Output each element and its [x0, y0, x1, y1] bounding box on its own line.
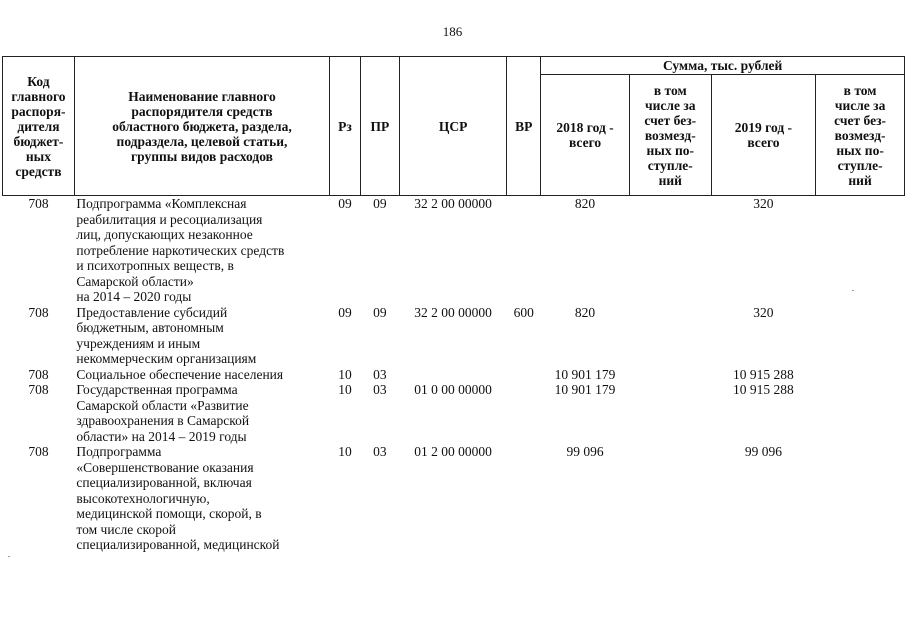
cell-pr: 09: [373, 196, 387, 211]
cell-2018-total: 10 901 179: [554, 382, 616, 397]
cell-2019-grants: [816, 305, 905, 367]
cell-rz: 09: [338, 196, 352, 211]
cell-csr: 32 2 00 00000: [414, 196, 492, 211]
scan-speck: [8, 556, 10, 557]
header-code: Код главного распоря- дителя бюджет- ных средств: [3, 57, 75, 196]
cell-name: Государственная программа Самарской области «Развитие здравоохранения в Самарской области» на 2014 – 2019 годы: [76, 382, 250, 444]
cell-2019-total: 99 096: [744, 444, 782, 459]
cell-2018-total: 10 901 179: [554, 366, 616, 382]
table-row: [3, 367, 905, 383]
cell-pr: 03: [373, 366, 387, 382]
page-number: 186: [442, 24, 463, 39]
cell-rz: 10: [338, 366, 352, 382]
cell-2018-grants: [629, 305, 711, 367]
cell-code: 708: [28, 196, 49, 211]
cell-2019-grants: [816, 196, 905, 305]
header-sum-group: Сумма, тыс. рублей: [541, 57, 905, 75]
cell-2018-grants: [629, 367, 711, 383]
cell-pr: 03: [373, 382, 387, 397]
scan-speck: [852, 290, 854, 291]
budget-table: [2, 56, 905, 553]
cell-2019-total: 320: [753, 304, 774, 320]
header-2018-total: 2018 год - всего: [541, 75, 630, 196]
cell-2019-grants: [816, 444, 905, 553]
cell-2018-grants: [629, 196, 711, 305]
header-2018-grants: в том числе за счет без- возмезд- ных по- ступле- ний: [629, 75, 711, 196]
cell-2019-total: 320: [753, 196, 774, 211]
cell-2019-grants: [816, 382, 905, 444]
cell-vr: [507, 367, 541, 383]
cell-code: 708: [28, 444, 49, 459]
table-row: [3, 305, 905, 367]
header-2019-grants: в том числе за счет без- возмезд- ных по- ступле- ний: [816, 75, 905, 196]
cell-pr: 09: [373, 304, 387, 320]
cell-csr: [399, 367, 506, 383]
cell-code: 708: [28, 366, 49, 382]
cell-2018-total: 820: [574, 196, 596, 211]
table-body: [3, 196, 905, 553]
cell-2018-total: 820: [574, 304, 596, 320]
table-row: [3, 196, 905, 305]
cell-csr: 01 2 00 00000: [414, 444, 492, 459]
cell-pr: 03: [373, 444, 387, 459]
table-row: [3, 444, 905, 553]
header-pr: ПР: [360, 57, 399, 196]
cell-2019-grants: [816, 367, 905, 383]
header-csr: ЦСР: [399, 57, 506, 196]
cell-2018-grants: [629, 444, 711, 553]
cell-vr: [507, 382, 541, 444]
cell-csr: 32 2 00 00000: [414, 304, 492, 320]
table-header: [3, 57, 905, 196]
cell-rz: 10: [338, 444, 352, 459]
cell-vr: 600: [513, 304, 534, 320]
header-rz: Рз: [330, 57, 361, 196]
header-2019-total: 2019 год - всего: [711, 75, 816, 196]
cell-code: 708: [28, 304, 49, 320]
cell-code: 708: [28, 382, 49, 397]
cell-name: Подпрограмма «Комплексная реабилитация и ресоциализация лиц, допускающих незаконное потребление наркотических средств и психотропных веществ, в Самарской области» на 2014 – 2020 годы: [76, 196, 285, 304]
cell-2019-total: 10 915 288: [733, 382, 794, 397]
cell-2018-grants: [629, 382, 711, 444]
cell-2018-total: 99 096: [566, 444, 604, 459]
cell-name: Социальное обеспечение населения: [76, 366, 284, 382]
header-name: Наименование главного распорядителя средств областного бюджета, раздела, подраздела, целевой статьи, группы видов расходов: [74, 57, 329, 196]
cell-vr: [507, 196, 541, 305]
cell-name: Подпрограмма «Совершенствование оказания специализированной, включая высокотехнологичную, медицинской помощи, скорой, в том числе скорой специализированной, медицинской: [76, 444, 280, 552]
cell-2019-total: 10 915 288: [733, 366, 794, 382]
cell-vr: [507, 444, 541, 553]
table-row: [3, 382, 905, 444]
cell-rz: 10: [338, 382, 352, 397]
cell-rz: 09: [338, 304, 352, 320]
cell-name: Предоставление субсидий бюджетным, автономным учреждениям и иным некоммерческим организациям: [76, 304, 257, 366]
cell-csr: 01 0 00 00000: [414, 382, 492, 397]
header-vr: ВР: [507, 57, 541, 196]
